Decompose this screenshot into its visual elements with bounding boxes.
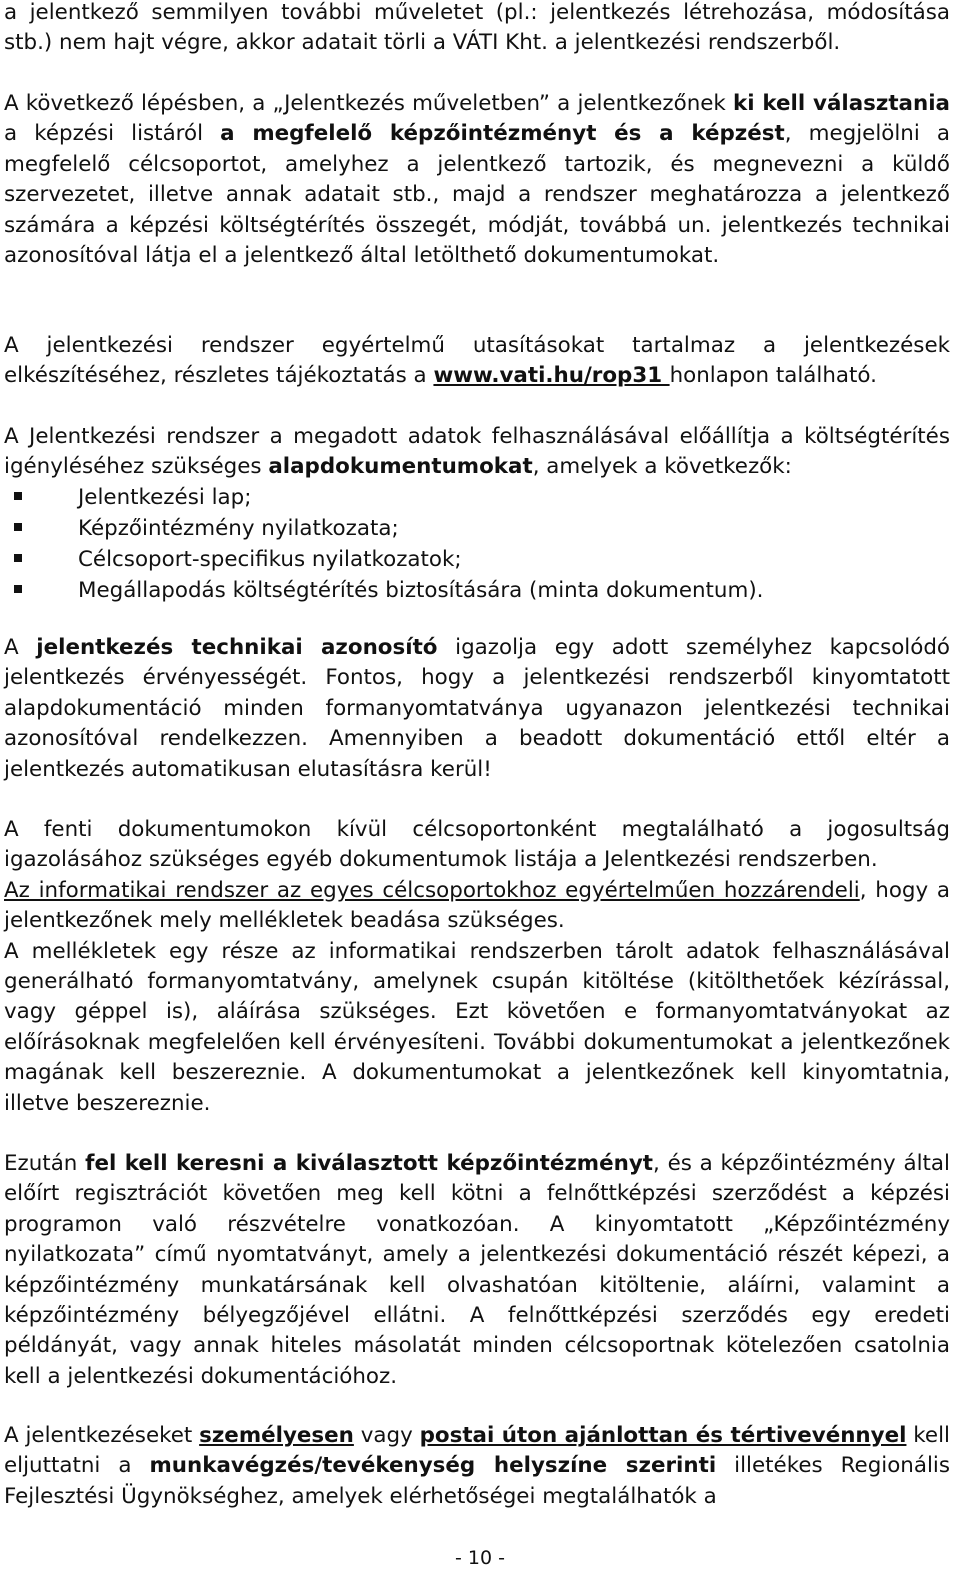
paragraph-training-institution: Ezután fel kell keresni a kiválasztott képzőintézményt, és a képzőintézmény által előírt regisztrációt követően meg kell kötni a felnőttképzési szerződést a képzési programon való részvételre vonatkozóan. A kinyomtatott „Képzőintézmény nyilatkozata” című nyomtatványt, amely a jelentkezési dokumentáció részét képezi, a képzőintézmény munkatársának kell olvashatóan kitöltenie, aláírni, valamint a képzőintézmény bélyegzőjével ellátni. A felnőttképzési szerződés egy eredeti példányát, vagy annak hiteles másolatát minden célcsoportnak kötelezően csatolnia kell a jelentkezési dokumentációhoz. (4, 1151, 950, 1389)
paragraph-base-documents: A Jelentkezési rendszer a megadott adatok felhasználásával előállítja a költségtérítés igényléséhez szükséges alapdokumentumokat, amelyek a következők: (4, 424, 950, 480)
list-item: Jelentkezési lap; (4, 483, 950, 514)
website-link[interactable]: www.vati.hu/rop31 (433, 363, 670, 389)
paragraph-instructions: A jelentkezési rendszer egyértelmű utasításokat tartalmaz a jelentkezések elkészítéséhez, részletes tájékoztatás a www.vati.hu/rop31 honlapon található. (4, 333, 950, 389)
list-item: Célcsoport-specifikus nyilatkozatok; (4, 545, 950, 576)
list-item: Megállapodás költségtérítés biztosítására (minta dokumentum). (4, 576, 950, 607)
paragraph-attachments: A fenti dokumentumokon kívül célcsoportonként megtalálható a jogosultság igazolásához szükséges egyéb dokumentumok listája a Jelentkezési rendszerben. Az informatikai rendszer az egyes célcsoportokhoz egyértelműen hozzárendeli, hogy a jelentkezőnek mely mellékletek beadása szükséges. A mellékletek egy része az informatikai rendszerben tárolt adatok felhasználásával generálható formanyomtatvány, amelynek csupán kitöltése (kitölthetőek kézírással, vagy géppel is), aláírása szükséges. Ezt követően e formanyomtatványokat az előírásoknak megfelelően kell érvényesíteni. További dokumentumokat a jelentkezőnek magának kell beszereznie. A dokumentumokat a jelentkezőnek kell kinyomtatnia, illetve beszereznie. (4, 817, 950, 1116)
page-number: - 10 - (455, 1547, 505, 1569)
paragraph-technical-id: A jelentkezés technikai azonosító igazolja egy adott személyhez kapcsolódó jelentkezés érvényességét. Fontos, hogy a jelentkezési rendszerből kinyomtatott alapdokumentáció minden formanyomtatványa ugyanazon jelentkezési technikai azonosítóval rendelkezzen. Amennyiben a beadott dokumentáció ettől eltér a jelentkezés automatikusan elutasításra kerül! (4, 635, 951, 782)
paragraph-submission: A jelentkezéseket személyesen vagy postai úton ajánlottan és tértivevénnyel kell eljuttatni a munkavégzés/tevékenység helyszíne szerinti illetékes Regionális Fejlesztési Ügynökséghez, amelyek elérhetőségei megtalálhatók a (4, 1423, 950, 1509)
document-bullet-list (4, 483, 950, 607)
paragraph-intro: a jelentkező semmilyen további műveletet (pl.: jelentkezés létrehozása, módosítása stb.) nem hajt végre, akkor adatait törli a VÁTI Kht. a jelentkezési rendszerből. (4, 0, 950, 56)
paragraph-application-step: A következő lépésben, a „Jelentkezés műveletben” a jelentkezőnek ki kell választania a képzési listáról a megfelelő képzőintézményt és a képzést, megjelölni a megfelelő célcsoportot, amelyhez a jelentkező tartozik, és megnevezni a küldő szervezetet, illetve annak adatait stb., majd a rendszer meghatározza a jelentkező számára a képzési költségtérítés összegét, módját, továbbá un. jelentkezés technikai azonosítóval látja el a jelentkező által letölthető dokumentumokat. (4, 91, 950, 269)
list-item: Képzőintézmény nyilatkozata; (4, 514, 950, 545)
